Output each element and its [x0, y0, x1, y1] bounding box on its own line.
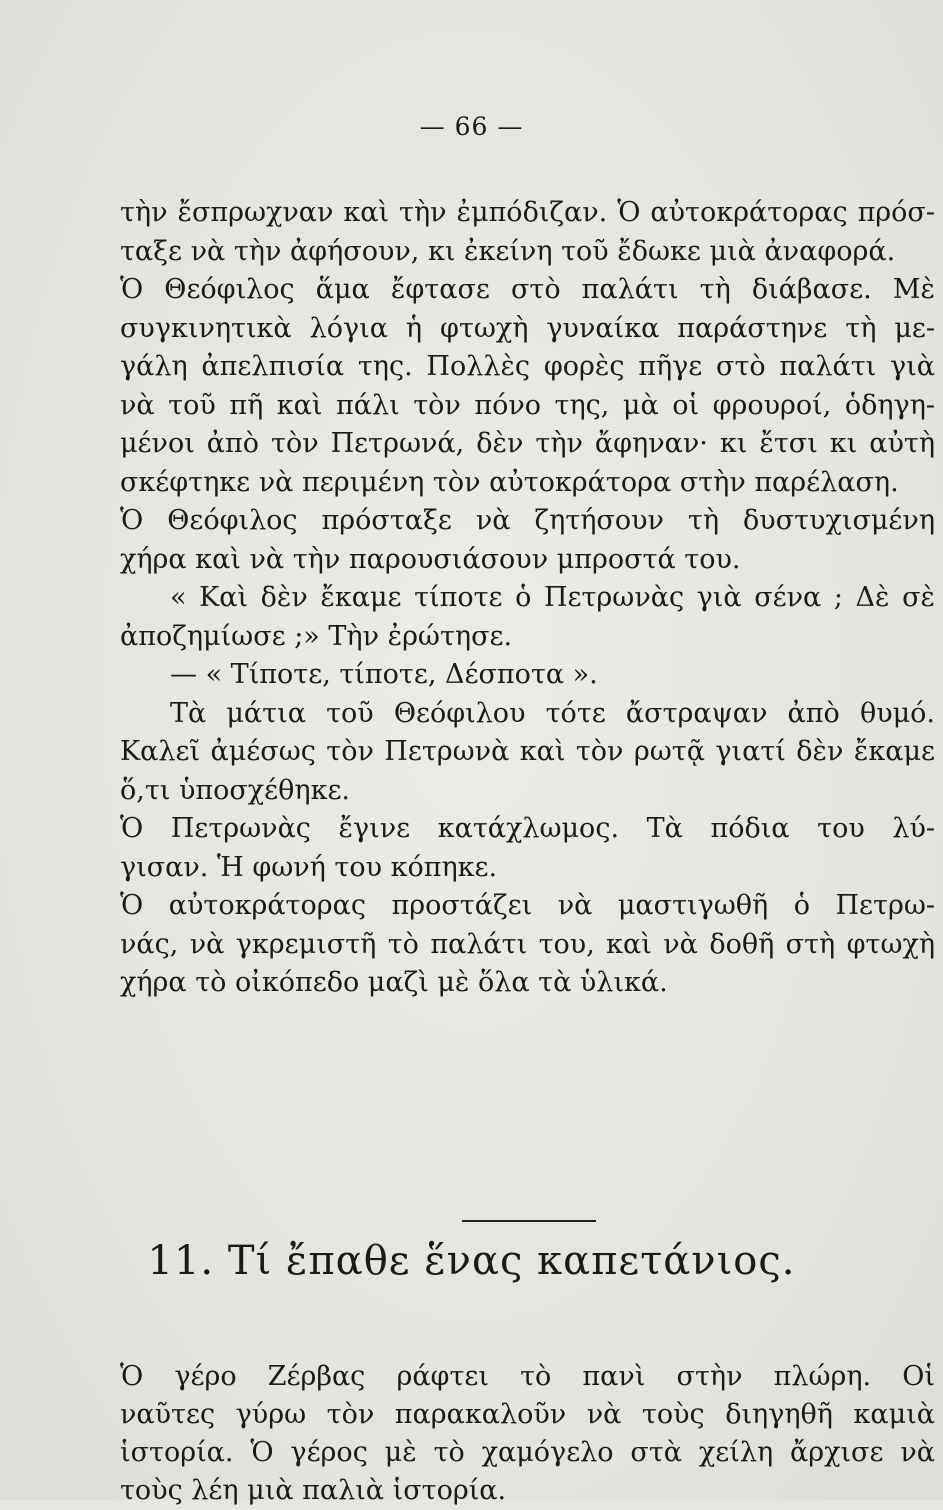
text-line: Ὁ Πετρωνὰς ἔγινε κατάχλωμος. Τὰ πόδια του λύ-: [120, 813, 935, 844]
text-line: Ὁ γέρο Ζέρβας ράφτει τὸ πανὶ στὴν πλώρη. Οἱ: [120, 1361, 935, 1392]
text-line: γισαν. Ἡ φωνή του κόπηκε.: [120, 851, 498, 883]
text-line: ναῦτες γύρω τὸν παρακαλοῦν νὰ τοὺς διηγηθῆ καμιὰ: [120, 1399, 935, 1430]
text-line: « Καὶ δὲν ἔκαμε τίποτε ὁ Πετρωνὰς γιὰ σένα ; Δὲ σὲ: [170, 582, 935, 613]
text-line: νάς, νὰ γκρεμιστῆ τὸ παλάτι του, καὶ νὰ δοθῆ στὴ φτωχὴ: [120, 928, 935, 960]
text-line: γάλη ἀπελπισία της. Πολλὲς φορὲς πῆγε στὸ παλάτι γιὰ: [120, 351, 935, 382]
text-line: ἱστορία. Ὁ γέρος μὲ τὸ χαμόγελο στὰ χείλη ἄρχισε νὰ: [120, 1437, 935, 1468]
text-line: τὴν ἔσπρωχναν καὶ τὴν ἐμπόδιζαν. Ὁ αὐτοκράτορας πρόσ-: [120, 197, 935, 228]
text-line: Ὁ Θεόφιλος ἅμα ἔφτασε στὸ παλάτι τὴ διάβασε. Μὲ: [120, 274, 935, 305]
dialogue-line: — « Τίποτε, τίποτε, Δέσποτα ».: [170, 659, 598, 690]
page-number: — 66 —: [419, 112, 524, 141]
text-line: ὅ,τι ὑποσχέθηκε.: [120, 774, 351, 806]
text-line: τοὺς λέη μιὰ παλιὰ ἱστορία.: [120, 1475, 507, 1506]
text-line: μένοι ἀπὸ τὸν Πετρωνά, δὲν τὴν ἄφηναν· κι ἔτσι κι αὐτὴ: [120, 428, 935, 459]
text-line: νὰ τοῦ πῆ καὶ πάλι τὸν πόνο της, μὰ οἱ φρουροί, ὁδηγη-: [120, 389, 935, 421]
chapter-body-text: [120, 194, 935, 1003]
text-line: σκέφτηκε νὰ περιμένη τὸν αὐτοκράτορα στὴν παρέλαση.: [120, 466, 899, 498]
text-line: Καλεῖ ἀμέσως τὸν Πετρωνὰ καὶ τὸν ρωτᾷ γιατί δὲν ἔκαμε: [120, 736, 935, 767]
chapter-opening-text: [120, 1358, 935, 1510]
chapter-heading: 11. Τί ἔπαθε ἕνας καπετάνιος.: [147, 1238, 796, 1284]
text-line: Τὰ μάτια τοῦ Θεόφιλου τότε ἄστραψαν ἀπὸ θυμό.: [170, 697, 935, 729]
text-line: συγκινητικὰ λόγια ἡ φτωχὴ γυναίκα παράστηνε τὴ με-: [120, 312, 935, 344]
text-line: ταξε νὰ τὴν ἀφήσουν, κι ἐκείνη τοῦ ἔδωκε μιὰ ἀναφορά.: [120, 235, 896, 267]
text-line: χήρα καὶ νὰ τὴν παρουσιάσουν μπροστά του.: [120, 543, 741, 575]
text-line: ἀποζημίωσε ;» Τὴν ἐρώτησε.: [120, 620, 513, 652]
section-divider: [462, 1220, 596, 1222]
text-line: Ὁ Θεόφιλος πρόσταξε νὰ ζητήσουν τὴ δυστυχισμένη: [120, 505, 935, 536]
text-line: χήρα τὸ οἰκόπεδο μαζὶ μὲ ὅλα τὰ ὑλικά.: [120, 967, 668, 998]
text-line: Ὁ αὐτοκράτορας προστάζει νὰ μαστιγωθῆ ὁ Πετρω-: [120, 890, 935, 921]
